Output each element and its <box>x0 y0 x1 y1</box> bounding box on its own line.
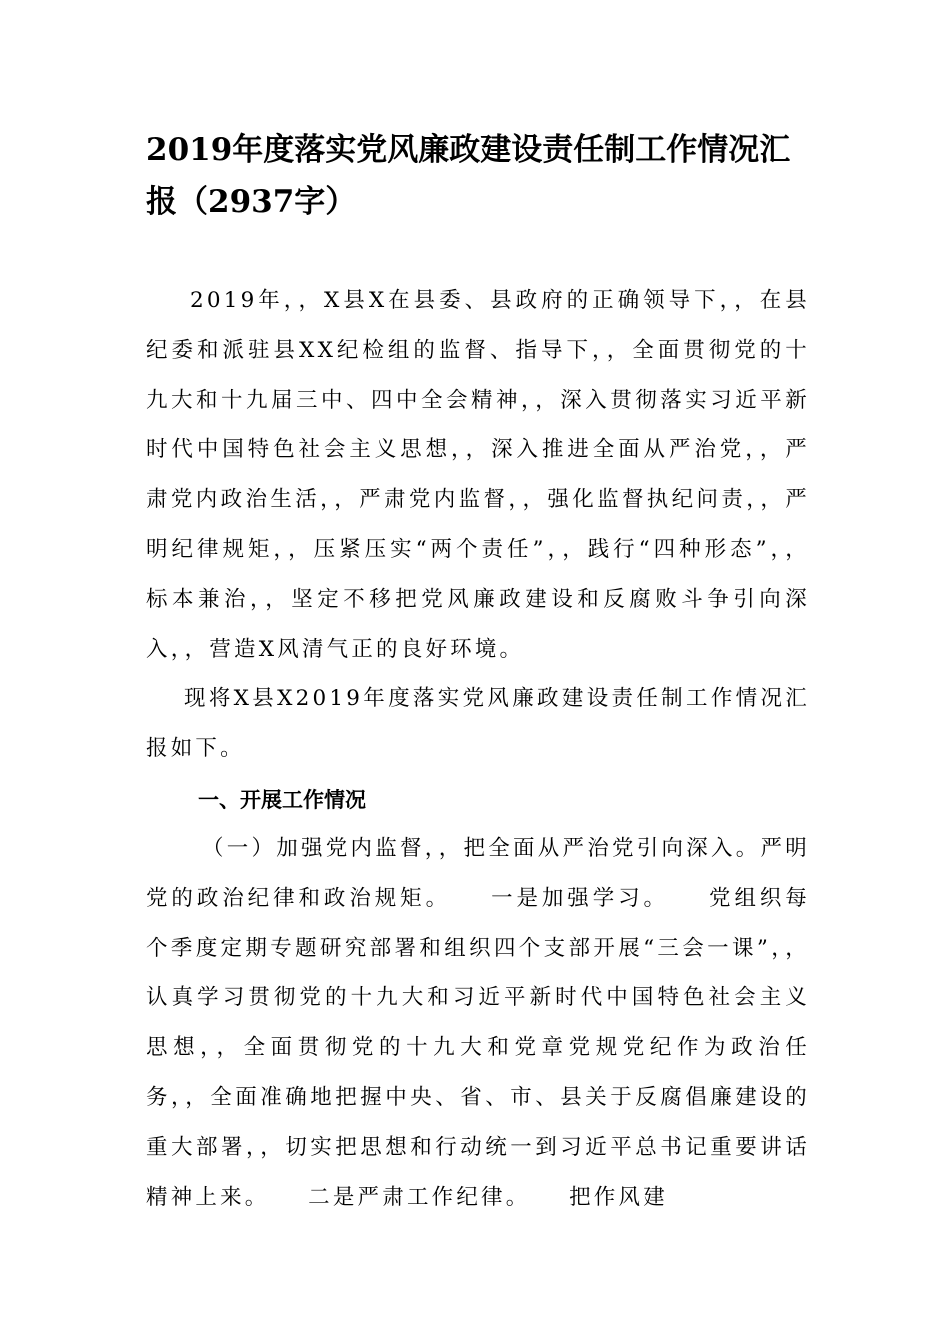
report-paragraph: 现将X县X2019年度落实党风廉政建设责任制工作情况汇报如下。 <box>146 686 810 761</box>
section-heading: 一、开展工作情况 <box>198 788 366 812</box>
document-title: 2019年度落实党风廉政建设责任制工作情况汇报（2937字） <box>146 132 791 220</box>
section-body-paragraph: （一）加强党内监督，，把全面从严治党引向深入。严明党的政治纪律和政治规矩。 一是加强学习。 党组织每个季度定期专题研究部署和组织四个支部开展“三会一课”，，认真学习贯彻党的十九大和习近平新时代中国特色社会主义思想，，全面贯彻党的十九大和党章党规党纪作为政治任务，，全面准确地把握中央、省、市、县关于反腐倡廉建设的重大部署，，切实把思想和行动统一到习近平总书记重要讲话精神上来。 二是严肃工作纪律。 把作风建 <box>146 836 810 1210</box>
intro-paragraph: 2019年，，X县X在县委、县政府的正确领导下，，在县纪委和派驻县XX纪检组的监督、指导下，，全面贯彻党的十九大和十九届三中、四中全会精神，，深入贯彻落实习近平新时代中国特色社会主义思想，，深入推进全面从严治党，，严肃党内政治生活，，严肃党内监督，，强化监督执纪问责，，严明纪律规矩，，压紧压实“两个责任”，，践行“四种形态”，，标本兼治，，坚定不移把党风廉政建设和反腐败斗争引向深入，，营造X风清气正的良好环境。 <box>146 288 810 662</box>
